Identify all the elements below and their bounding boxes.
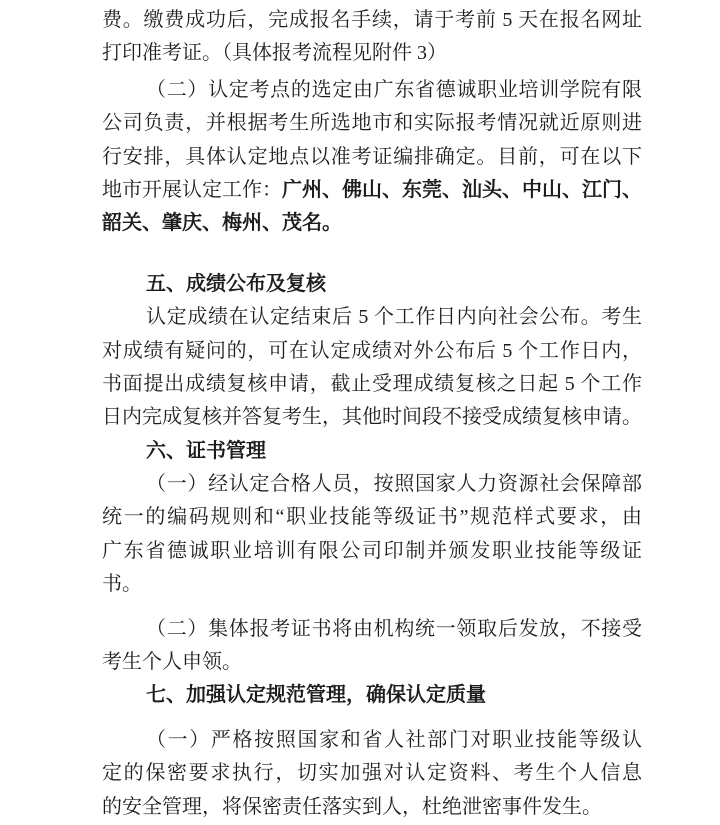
text-line: 打印准考证。（具体报考流程见附件 3） [102, 42, 447, 65]
section-heading-seven: 七、加强认定规范管理，确保认定质量 [146, 684, 486, 707]
text-line: 广东省德诚职业培训有限公司印制并颁发职业技能等级证 [102, 539, 642, 562]
text-line: （一）经认定合格人员，按照国家人力资源社会保障部 [146, 473, 642, 496]
text-line: （二）集体报考证书将由机构统一领取后发放，不接受 [146, 617, 642, 640]
text-line: 的安全管理，将保密责任落实到人，杜绝泄密事件发生。 [102, 795, 602, 818]
text-segment-normal: 地市开展认定工作： [102, 178, 282, 201]
section-five [102, 268, 642, 301]
text-line: 对成绩有疑问的，可在认定成绩对外公布后 5 个工作日内， [102, 339, 642, 362]
paragraph-score-review [102, 301, 642, 435]
section-heading-six: 六、证书管理 [146, 439, 266, 462]
section-six [102, 435, 642, 468]
text-line-bold-cities: 韶关、肇庆、梅州、茂名。 [102, 212, 342, 235]
section-seven [102, 679, 642, 712]
text-line: 公司负责，并根据考生所选地市和实际报考情况就近原则进 [102, 112, 642, 135]
text-segment-bold-cities: 广州、佛山、东莞、汕头、中山、江门、 [282, 178, 642, 201]
paragraph-certificate-collection [102, 613, 642, 680]
paragraph-certificate-issuance [102, 468, 642, 602]
paragraph-test-sites [102, 74, 642, 241]
text-line: 书面提出成绩复核申请，截止受理成绩复核之日起 5 个工作 [102, 372, 642, 395]
text-line: 日内完成复核并答复考生，其他时间段不接受成绩复核申请。 [102, 406, 642, 429]
text-line: （二）认定考点的选定由广东省德诚职业培训学院有限 [146, 78, 642, 101]
text-line: 统一的编码规则和“职业技能等级证书”规范样式要求，由 [102, 506, 642, 529]
text-line: 认定成绩在认定结束后 5 个工作日内向社会公布。考生 [146, 306, 642, 329]
section-heading-five: 五、成绩公布及复核 [146, 272, 326, 295]
text-line: 费。缴费成功后，完成报名手续，请于考前 5 天在报名网址 [102, 9, 642, 31]
text-line: 考生个人申领。 [102, 651, 242, 674]
text-line: 书。 [102, 573, 142, 596]
text-line: 行安排，具体认定地点以准考证编排确定。目前，可在以下 [102, 145, 642, 168]
text-line-mixed [102, 174, 642, 207]
paragraph-fee-notice [102, 4, 642, 71]
paragraph-security-management [102, 724, 642, 824]
text-line: （一）严格按照国家和省人社部门对职业技能等级认 [146, 728, 642, 751]
text-line: 定的保密要求执行，切实加强对认定资料、考生个人信息 [102, 762, 642, 785]
